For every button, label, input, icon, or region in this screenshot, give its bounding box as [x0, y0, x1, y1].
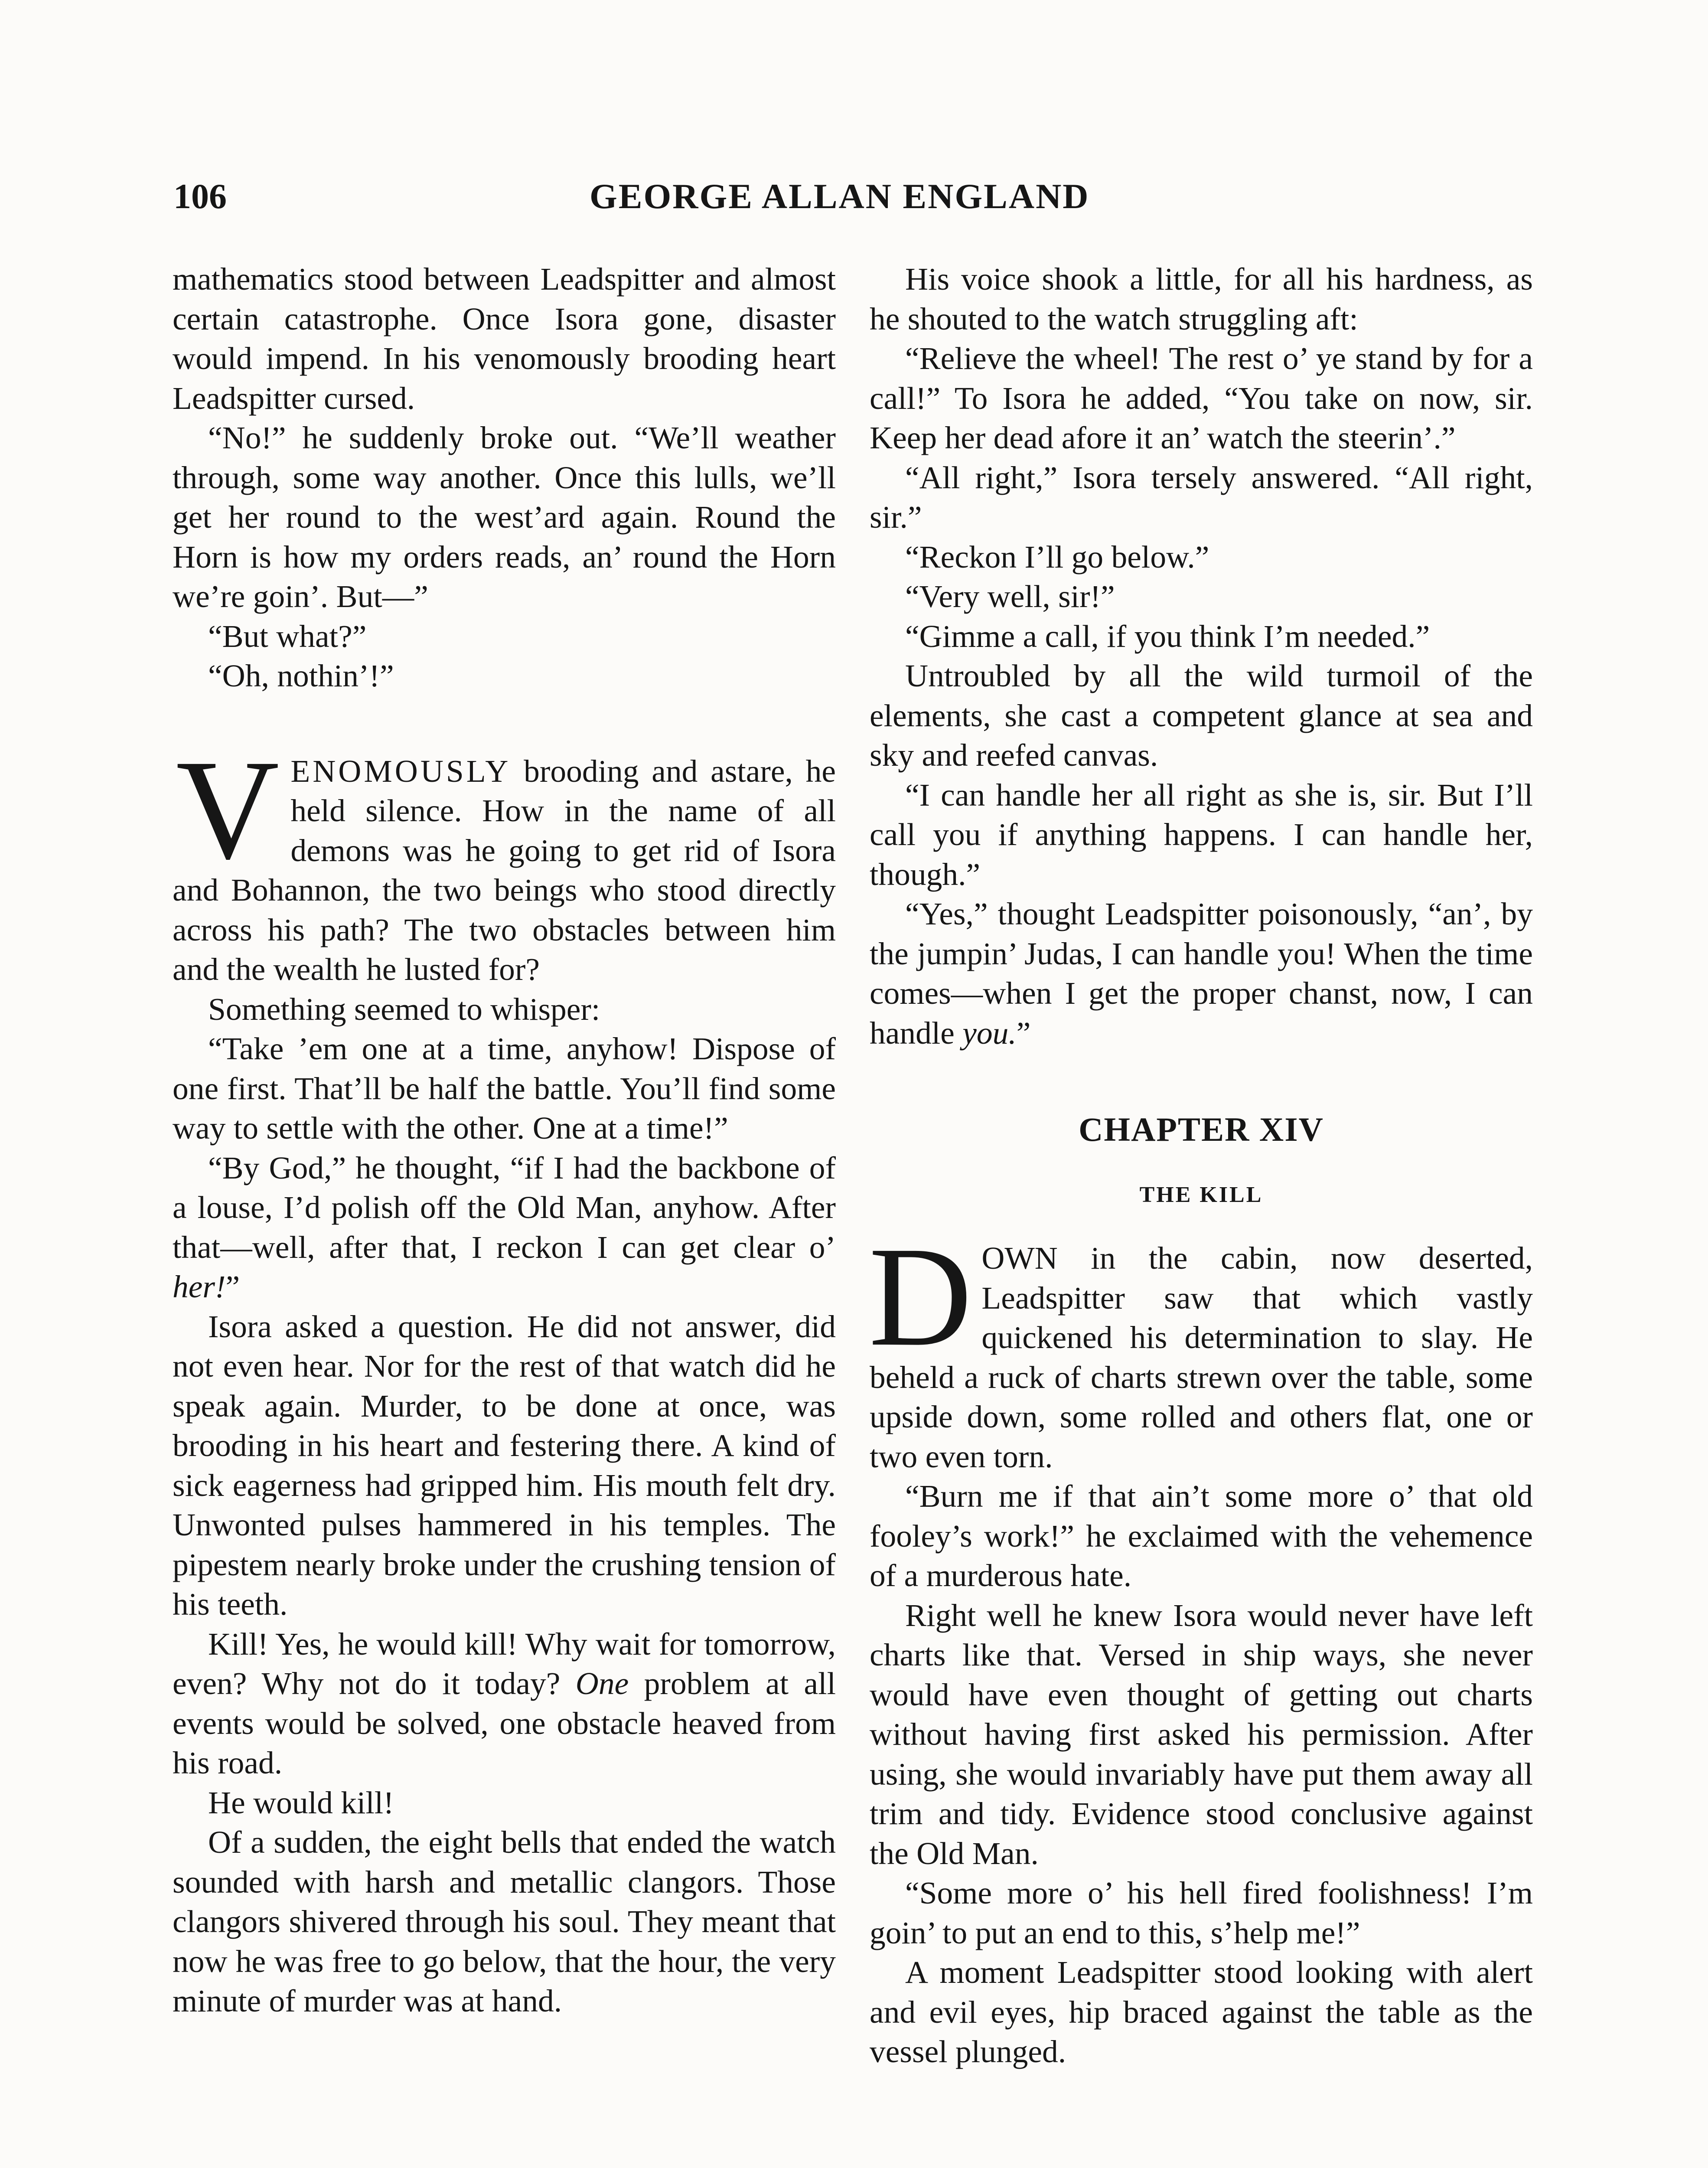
paragraph: “Relieve the wheel! The rest o’ ye stand by for a call!” To Isora he added, “You take on now, sir. Keep her dead afore it an’ watch the steerin’.”: [870, 341, 1533, 455]
paragraph: A moment Leadspitter stood looking with alert and evil eyes, hip braced against the table as the vessel plunged.: [870, 1955, 1533, 2069]
paragraph: His voice shook a little, for all his hardness, as he shouted to the watch struggling aft:: [870, 261, 1533, 336]
italic-text: you.: [962, 1015, 1017, 1051]
paragraph: Untroubled by all the wild turmoil of the elements, she cast a competent glance at sea and sky and reefed canvas.: [870, 658, 1533, 773]
paragraph-text: OWN in the cabin, now deserted, Leadspitter saw that which vastly quickened his determination to slay. He beheld a ruck of charts strewn over the table, some upside down, some rolled and others flat, one or two even torn.: [870, 1241, 1533, 1474]
drop-cap: V: [176, 730, 280, 889]
paragraph: Something seemed to whisper:: [208, 991, 600, 1027]
running-head: [173, 173, 1127, 220]
paragraph-text: problem at all events would be solved, one obstacle heaved from his road.: [173, 1666, 836, 1780]
paragraph: “No!” he suddenly broke out. “We’ll weather through, some way another. Once this lulls, we’ll get her round to the west’ard again. Round the Horn is how my orders reads, an’ round the Horn we’re goin’. But—”: [173, 420, 836, 614]
paragraph-text: ”: [1016, 1015, 1031, 1051]
paragraph-text: Kill! Yes, he would kill! Why wait for tomorrow, even? Why not do it today?: [173, 1626, 836, 1701]
paragraph-text: “By God,” he thought, “if I had the backbone of a louse, I’d polish off the Old Man, anyhow. After that—well, after that, I reckon I can get clear o’: [173, 1150, 836, 1265]
running-title: GEORGE ALLAN ENGLAND: [590, 176, 1090, 216]
paragraph: [173, 1624, 836, 1783]
italic-text: her!: [173, 1269, 226, 1304]
right-column: [870, 259, 1533, 2072]
paragraph: “Gimme a call, if you think I’m needed.”: [905, 618, 1430, 654]
chapter-break: [870, 1053, 1533, 1106]
left-column: [173, 259, 836, 2021]
paragraph: “Burn me if that ain’t some more o’ that old fooley’s work!” he exclaimed with the vehemence of a murderous hate.: [870, 1479, 1533, 1593]
paragraph: Isora asked a question. He did not answer, did not even hear. Nor for the rest of that watch did he speak again. Murder, to be done at once, was brooding in his heart and festering there. A kind of sick eagerness had gripped him. His mouth felt dry. Unwonted pulses hammered in his temples. The pipestem nearly broke under the crushing tension of his teeth.: [173, 1309, 836, 1622]
paragraph: Right well he knew Isora would never have left charts like that. Versed in ship ways, she never would have even thought of getting out charts without having first asked his permission. After using, she would invariably have put them away all trim and tidy. Evidence stood conclusive against the Old Man.: [870, 1597, 1533, 1871]
paragraph: “But what?”: [208, 618, 367, 654]
paragraph: [173, 1148, 836, 1307]
paragraph: “Take ’em one at a time, anyhow! Dispose of one first. That’ll be half the battle. You’ll find some way to settle with the other. One at a time!”: [173, 1031, 836, 1146]
paragraph: “Very well, sir!”: [905, 579, 1115, 614]
paragraph-text: “Yes,” thought Leadspitter poisonously, “an’, by the jumpin’ Judas, I can handle you! When the time comes—when I get the proper chanst, now, I can handle: [870, 896, 1533, 1051]
paragraph: “I can handle her all right as she is, sir. But I’ll call you if anything happens. I can handle her, though.”: [870, 777, 1533, 892]
paragraph-text: brooding and astare, he held silence. How in the name of all demons was he going to get rid of Isora and Bohannon, the two beings who stood directly across his path? The two obstacles between him and the wealth he lusted for?: [173, 753, 836, 987]
drop-cap: D: [869, 1218, 972, 1376]
paragraph: mathematics stood between Leadspitter and almost certain catastrophe. Once Isora gone, disaster would impend. In his venomously brooding heart Leadspitter cursed.: [173, 261, 836, 416]
paragraph: [870, 894, 1533, 1053]
small-caps-lead: ENOMOUSLY: [290, 753, 511, 789]
paragraph-with-dropcap: [173, 730, 836, 989]
paragraph: “All right,” Isora tersely answered. “All right, sir.”: [870, 460, 1533, 535]
paragraph: Of a sudden, the eight bells that ended the watch sounded with harsh and metallic clangors. Those clangors shivered through his soul. They meant that now he was free to go below, that the hour, the very minute of murder was at hand.: [173, 1825, 836, 2018]
paragraph-with-dropcap: [869, 1218, 1533, 1476]
italic-text: One: [575, 1666, 629, 1701]
paragraph: He would kill!: [208, 1785, 394, 1820]
chapter-title: CHAPTER XIV: [1079, 1110, 1324, 1148]
page-number: 106: [173, 176, 227, 216]
paragraph: “Some more o’ his hell fired foolishness! I’m goin’ to put an end to this, s’help me!”: [870, 1875, 1533, 1950]
paragraph: “Reckon I’ll go below.”: [905, 539, 1209, 575]
paragraph-text: ”: [225, 1269, 240, 1304]
chapter-subtitle: THE KILL: [1139, 1182, 1263, 1207]
paragraph: “Oh, nothin’!”: [208, 658, 394, 693]
